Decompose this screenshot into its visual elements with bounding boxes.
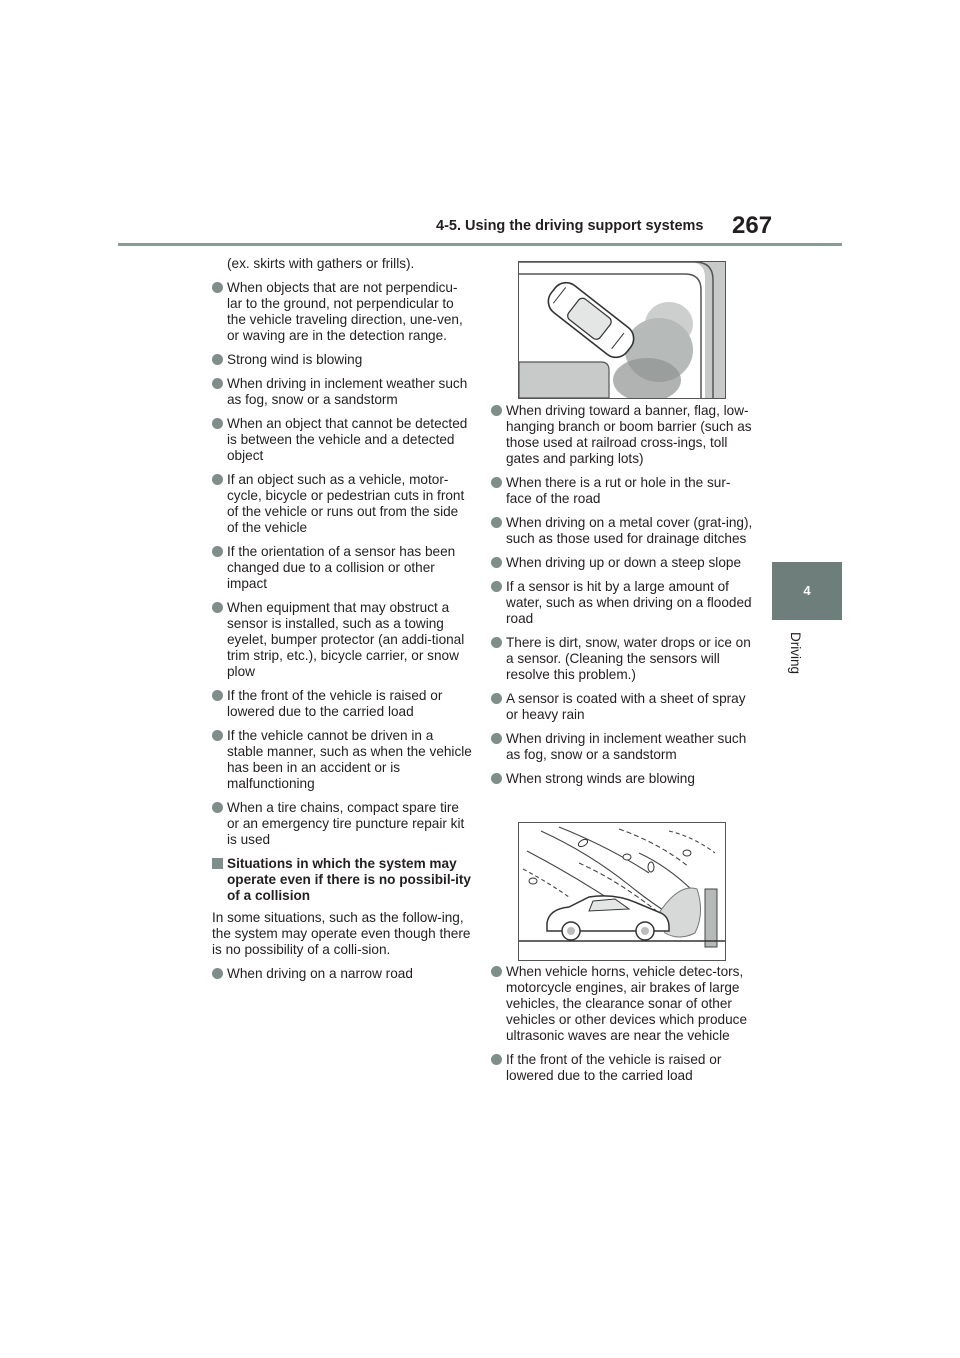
subsection-heading: Situations in which the system may operate even if there is no possibil-ity of a collision (212, 856, 472, 904)
bullet-icon (491, 477, 502, 488)
list-item: There is dirt, snow, water drops or ice on a sensor. (Cleaning the sensors will resolve this problem.) (491, 635, 753, 683)
left-column (212, 256, 472, 990)
bullet-icon (212, 546, 223, 557)
list-item: When a tire chains, compact spare tire or an emergency tire puncture repair kit is used (212, 800, 472, 848)
list-item: If the vehicle cannot be driven in a stable manner, such as when the vehicle has been in an accident or is malfunctioning (212, 728, 472, 792)
list-item: When driving toward a banner, flag, low-hanging branch or boom barrier (such as those used at railroad cross-ings, toll gates and parking lots) (491, 403, 753, 467)
list-item: When driving on a narrow road (212, 966, 472, 982)
list-item: When there is a rut or hole in the sur-face of the road (491, 475, 753, 507)
list-item: When vehicle horns, vehicle detec-tors, motorcycle engines, air brakes of large vehicles, the clearance sonar of other vehicles or other devices which produce ultrasonic waves are near the vehicle (491, 964, 753, 1044)
bullet-icon (212, 354, 223, 365)
paragraph: In some situations, such as the follow-ing, the system may operate even though there is no possibility of a colli-sion. (212, 910, 471, 957)
bullet-icon (212, 602, 223, 613)
right-column-bottom (491, 964, 753, 1092)
bullet-icon (212, 968, 223, 979)
list-item: A sensor is coated with a sheet of spray or heavy rain (491, 691, 753, 723)
list-item: When an object that cannot be detected is between the vehicle and a detected object (212, 416, 472, 464)
strong-wind-figure (518, 822, 726, 961)
bullet-icon (212, 378, 223, 389)
bullet-icon (491, 637, 502, 648)
bullet-icon (491, 773, 502, 784)
bullet-icon (212, 474, 223, 485)
car-narrow-road-icon (519, 262, 725, 398)
header-divider (118, 243, 842, 246)
bullet-icon (212, 690, 223, 701)
bullet-icon (212, 418, 223, 429)
list-item: When driving in inclement weather such as fog, snow or a sandstorm (212, 376, 472, 408)
bullet-icon (491, 517, 502, 528)
car-strong-wind-icon (519, 823, 725, 960)
page-number: 267 (732, 212, 773, 239)
right-column-top (491, 403, 753, 795)
list-item: If the front of the vehicle is raised or lowered due to the carried load (212, 688, 472, 720)
list-item: If an object such as a vehicle, motor-cycle, bicycle or pedestrian cuts in front of the vehicle or runs out from the side of the vehicle (212, 472, 472, 536)
continuation-text: (ex. skirts with gathers or frills). (227, 256, 415, 271)
list-item: When objects that are not perpendicu-lar to the ground, not perpendicular to the vehicle traveling direction, une-ven, or waving are in the detection range. (212, 280, 472, 344)
chapter-label: Driving (788, 632, 803, 675)
list-item: When driving in inclement weather such as fog, snow or a sandstorm (491, 731, 753, 763)
square-bullet-icon (212, 858, 223, 869)
list-item: When driving on a metal cover (grat-ing), such as those used for drainage ditches (491, 515, 753, 547)
chapter-tab[interactable]: 4 (772, 562, 842, 620)
bullet-icon (212, 730, 223, 741)
narrow-road-figure (518, 261, 726, 399)
section-title: 4-5. Using the driving support systems (436, 218, 704, 234)
bullet-icon (491, 581, 502, 592)
bullet-icon (212, 802, 223, 813)
list-item: When equipment that may obstruct a sensor is installed, such as a towing eyelet, bumper protector (an addi-tional trim strip, etc.), bicycle carrier, or snow plow (212, 600, 472, 680)
list-item: If the front of the vehicle is raised or lowered due to the carried load (491, 1052, 753, 1084)
bullet-icon (212, 282, 223, 293)
list-item: When driving up or down a steep slope (491, 555, 753, 571)
bullet-icon (491, 693, 502, 704)
list-item: When strong winds are blowing (491, 771, 753, 787)
list-item: If the orientation of a sensor has been changed due to a collision or other impact (212, 544, 472, 592)
list-item: If a sensor is hit by a large amount of water, such as when driving on a flooded road (491, 579, 753, 627)
bullet-icon (491, 733, 502, 744)
bullet-icon (491, 405, 502, 416)
list-item: Strong wind is blowing (212, 352, 472, 368)
bullet-icon (491, 966, 502, 977)
bullet-icon (491, 557, 502, 568)
bullet-icon (491, 1054, 502, 1065)
